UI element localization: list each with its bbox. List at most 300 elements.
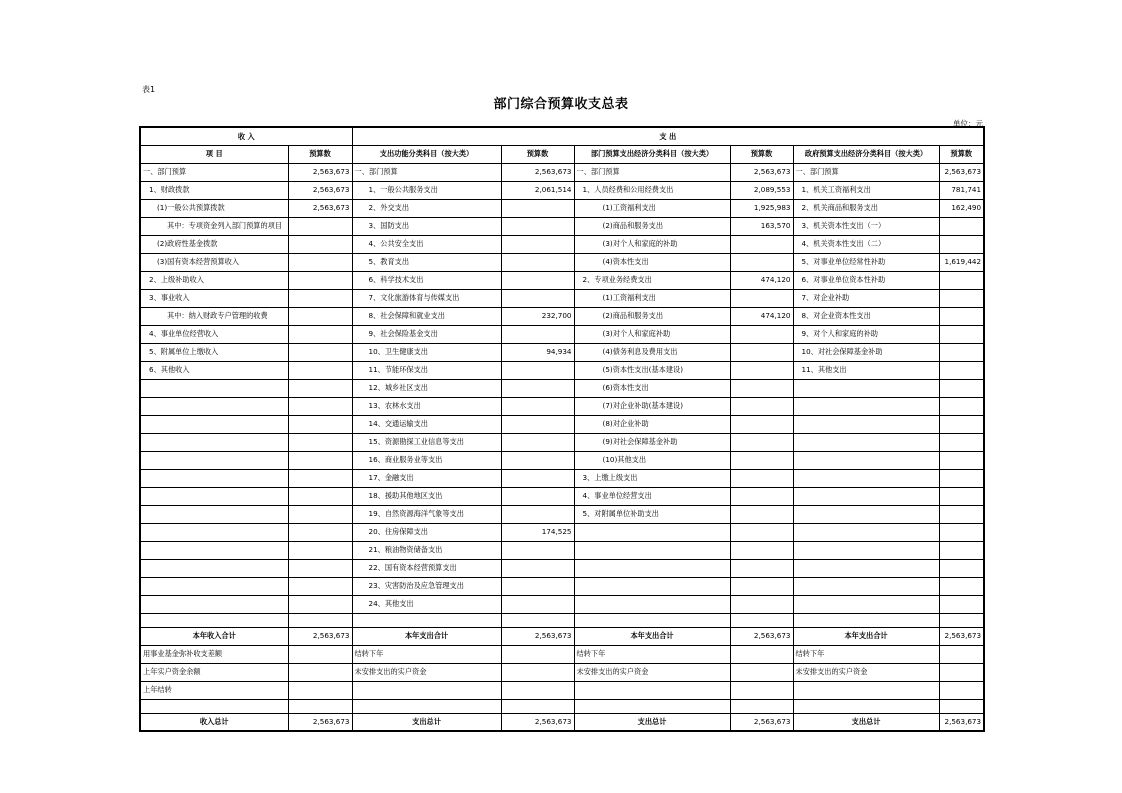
- func-class-item: 22、国有资本经营预算支出: [352, 559, 501, 577]
- page-title: 部门综合预算收支总表: [493, 97, 629, 112]
- func-class-budget: [501, 199, 574, 217]
- dept-econ-item: (3)对个人和家庭补助: [574, 325, 730, 343]
- func-class-budget: [501, 487, 574, 505]
- income-budget: [288, 451, 352, 469]
- func-class-item: 11、节能环保支出: [352, 361, 501, 379]
- gov-econ-budget: [939, 397, 984, 415]
- table-row: [140, 361, 984, 379]
- dept-econ-item: (9)对社会保障基金补助: [574, 433, 730, 451]
- table-row: [140, 541, 984, 559]
- func-class-item: 16、商业服务业等支出: [352, 451, 501, 469]
- func-class-budget: [501, 253, 574, 271]
- income-budget: [288, 379, 352, 397]
- income-total-value: 2,563,673: [288, 713, 352, 731]
- func-class-item: 8、社会保障和就业支出: [352, 307, 501, 325]
- gov-econ-budget: [939, 343, 984, 361]
- gov-econ-item: [793, 559, 939, 577]
- func-class-budget: [501, 645, 574, 663]
- table-row: [140, 469, 984, 487]
- gov-econ-budget: [939, 577, 984, 595]
- blank-cell: [352, 699, 501, 713]
- gov-econ-item: 5、对事业单位经常性补助: [793, 253, 939, 271]
- dept-total-value: 2,563,673: [730, 627, 793, 645]
- dept-econ-header: 部门预算支出经济分类科目（按大类）: [574, 145, 730, 163]
- income-item: 上年结转: [140, 681, 288, 699]
- blank-cell: [574, 699, 730, 713]
- func-total-value: 2,563,673: [501, 713, 574, 731]
- table-row: [140, 559, 984, 577]
- income-item: 上年实户资金余额: [140, 663, 288, 681]
- dept-econ-budget: [730, 469, 793, 487]
- func-class-budget: [501, 271, 574, 289]
- income-item: 其中：纳入财政专户管理的收费: [140, 307, 288, 325]
- income-budget: [288, 577, 352, 595]
- income-item: (1)一般公共预算拨款: [140, 199, 288, 217]
- dept-econ-item: 未安排支出的实户资金: [574, 663, 730, 681]
- income-item: [140, 523, 288, 541]
- gov-econ-item: 6、对事业单位资本性补助: [793, 271, 939, 289]
- gov-econ-item: 10、对社会保障基金补助: [793, 343, 939, 361]
- func-class-item: 9、社会保险基金支出: [352, 325, 501, 343]
- func-class-budget: [501, 361, 574, 379]
- blank-cell: [352, 613, 501, 627]
- gov-econ-budget: [939, 235, 984, 253]
- table-row: [140, 415, 984, 433]
- dept-econ-item: [574, 559, 730, 577]
- blank-cell: [288, 699, 352, 713]
- income-budget: [288, 415, 352, 433]
- income-item: 6、其他收入: [140, 361, 288, 379]
- income-item: 2、上级补助收入: [140, 271, 288, 289]
- table-row: [140, 271, 984, 289]
- dept-econ-budget: [730, 681, 793, 699]
- gov-econ-budget: [939, 559, 984, 577]
- func-class-item: 23、灾害防治及应急管理支出: [352, 577, 501, 595]
- dept-econ-budget: 2,563,673: [730, 163, 793, 181]
- gov-econ-item: [793, 469, 939, 487]
- income-item: [140, 379, 288, 397]
- income-item: 用事业基金弥补收支差额: [140, 645, 288, 663]
- dept-econ-item: (7)对企业补助(基本建设): [574, 397, 730, 415]
- gov-total-value: 2,563,673: [939, 713, 984, 731]
- table-number: 表1: [142, 85, 156, 94]
- blank-cell: [501, 613, 574, 627]
- income-budget: [288, 307, 352, 325]
- grand-total-row: [140, 713, 984, 731]
- income-budget: [288, 663, 352, 681]
- func-class-budget: [501, 289, 574, 307]
- gov-econ-budget: [939, 379, 984, 397]
- table-row: [140, 595, 984, 613]
- dept-econ-item: [574, 595, 730, 613]
- dept-econ-budget: 1,925,983: [730, 199, 793, 217]
- income-item: [140, 433, 288, 451]
- blank-cell: [574, 613, 730, 627]
- income-item: [140, 505, 288, 523]
- table-row: [140, 199, 984, 217]
- blank-cell: [501, 699, 574, 713]
- blank-cell: [730, 613, 793, 627]
- func-class-budget: [501, 541, 574, 559]
- income-budget: [288, 361, 352, 379]
- income-header: 收 入: [140, 127, 352, 145]
- gov-econ-budget: 162,490: [939, 199, 984, 217]
- gov-total-value: 2,563,673: [939, 627, 984, 645]
- dept-econ-budget: [730, 523, 793, 541]
- func-class-budget: [501, 505, 574, 523]
- dept-econ-budget: [730, 343, 793, 361]
- gov-econ-item: [793, 451, 939, 469]
- dept-total-label: 支出总计: [574, 713, 730, 731]
- gov-econ-budget: [939, 505, 984, 523]
- carry-row: [140, 681, 984, 699]
- dept-econ-budget: [730, 451, 793, 469]
- gov-econ-budget: [939, 289, 984, 307]
- income-budget: [288, 469, 352, 487]
- table-row: [140, 163, 984, 181]
- income-item: [140, 577, 288, 595]
- blank-row: [140, 699, 984, 713]
- gov-econ-budget: [939, 523, 984, 541]
- blank-cell: [140, 613, 288, 627]
- func-class-budget: [501, 217, 574, 235]
- table-row: [140, 253, 984, 271]
- income-budget: [288, 559, 352, 577]
- func-class-item: 15、资源勘探工业信息等支出: [352, 433, 501, 451]
- dept-econ-item: 3、上缴上级支出: [574, 469, 730, 487]
- dept-econ-budget: [730, 505, 793, 523]
- gov-econ-budget: [939, 361, 984, 379]
- dept-econ-budget: 2,089,553: [730, 181, 793, 199]
- func-class-item: 1、一般公共服务支出: [352, 181, 501, 199]
- dept-econ-budget: [730, 379, 793, 397]
- func-class-budget: [501, 325, 574, 343]
- func-class-budget: [501, 577, 574, 595]
- gov-econ-item: 8、对企业资本性支出: [793, 307, 939, 325]
- gov-econ-budget: 1,619,442: [939, 253, 984, 271]
- blank-row: [140, 613, 984, 627]
- income-item: (2)政府性基金拨款: [140, 235, 288, 253]
- expense-header: 支 出: [352, 127, 984, 145]
- func-class-item: 未安排支出的实户资金: [352, 663, 501, 681]
- income-budget: [288, 325, 352, 343]
- gov-econ-budget: [939, 325, 984, 343]
- gov-econ-budget: [939, 271, 984, 289]
- gov-econ-budget: [939, 469, 984, 487]
- gov-econ-budget: [939, 645, 984, 663]
- gov-econ-budget: [939, 487, 984, 505]
- income-budget: [288, 289, 352, 307]
- func-class-item: 3、国防支出: [352, 217, 501, 235]
- func-class-item: 18、援助其他地区支出: [352, 487, 501, 505]
- income-item: [140, 469, 288, 487]
- income-budget: [288, 235, 352, 253]
- gov-total-label: 本年支出合计: [793, 627, 939, 645]
- func-class-item: 12、城乡社区支出: [352, 379, 501, 397]
- dept-econ-budget: [730, 415, 793, 433]
- func-class-budget: [501, 235, 574, 253]
- func-class-budget: 2,061,514: [501, 181, 574, 199]
- blank-cell: [793, 699, 939, 713]
- table-row: [140, 181, 984, 199]
- table-row: [140, 379, 984, 397]
- gov-econ-header: 政府预算支出经济分类科目（按大类）: [793, 145, 939, 163]
- gov-econ-item: 一、部门预算: [793, 163, 939, 181]
- table-row: [140, 217, 984, 235]
- dept-econ-budget: 474,120: [730, 307, 793, 325]
- func-class-item: 一、部门预算: [352, 163, 501, 181]
- func-class-item: [352, 681, 501, 699]
- gov-econ-item: [793, 523, 939, 541]
- gov-econ-budget: [939, 451, 984, 469]
- gov-econ-budget: [939, 415, 984, 433]
- gov-econ-budget: 2,563,673: [939, 163, 984, 181]
- income-budget: 2,563,673: [288, 199, 352, 217]
- gov-econ-budget: [939, 433, 984, 451]
- dept-econ-budget: [730, 325, 793, 343]
- dept-econ-item: 5、对附属单位补助支出: [574, 505, 730, 523]
- dept-econ-budget: [730, 397, 793, 415]
- func-class-budget: 232,700: [501, 307, 574, 325]
- func-class-item: 结转下年: [352, 645, 501, 663]
- func-class-item: 14、交通运输支出: [352, 415, 501, 433]
- dept-econ-item: (1)工资福利支出: [574, 199, 730, 217]
- func-class-item: 4、公共安全支出: [352, 235, 501, 253]
- gov-econ-item: [793, 595, 939, 613]
- func-class-item: 5、教育支出: [352, 253, 501, 271]
- gov-econ-item: [793, 397, 939, 415]
- table-row: [140, 505, 984, 523]
- income-budget: [288, 595, 352, 613]
- func-class-budget: [501, 469, 574, 487]
- income-item: [140, 595, 288, 613]
- gov-econ-budget: [939, 595, 984, 613]
- dept-econ-item: (4)债务利息及费用支出: [574, 343, 730, 361]
- income-budget: [288, 541, 352, 559]
- income-total-label: 收入总计: [140, 713, 288, 731]
- dept-econ-budget: [730, 289, 793, 307]
- dept-total-label: 本年支出合计: [574, 627, 730, 645]
- table-row: [140, 307, 984, 325]
- dept-econ-item: (5)资本性支出(基本建设): [574, 361, 730, 379]
- income-budget: [288, 523, 352, 541]
- dept-econ-item: 4、事业单位经营支出: [574, 487, 730, 505]
- income-budget: [288, 487, 352, 505]
- table-row: [140, 325, 984, 343]
- dept-econ-item: 结转下年: [574, 645, 730, 663]
- dept-econ-budget: [730, 253, 793, 271]
- dept-econ-budget: [730, 595, 793, 613]
- header-row-2: [140, 145, 984, 163]
- income-item: 3、事业收入: [140, 289, 288, 307]
- func-class-item: 10、卫生健康支出: [352, 343, 501, 361]
- func-class-budget: [501, 451, 574, 469]
- gov-econ-item: [793, 487, 939, 505]
- func-class-item: 24、其他支出: [352, 595, 501, 613]
- gov-econ-budget: [939, 307, 984, 325]
- table-row: [140, 451, 984, 469]
- dept-econ-budget: [730, 487, 793, 505]
- func-class-budget: 2,563,673: [501, 163, 574, 181]
- func-class-item: 17、金融支出: [352, 469, 501, 487]
- gov-econ-item: 3、机关资本性支出（一）: [793, 217, 939, 235]
- gov-econ-item: [793, 379, 939, 397]
- gov-econ-item: 9、对个人和家庭的补助: [793, 325, 939, 343]
- gov-econ-item: [793, 577, 939, 595]
- dept-econ-item: [574, 541, 730, 559]
- carry-row: [140, 645, 984, 663]
- dept-econ-item: (8)对企业补助: [574, 415, 730, 433]
- blank-cell: [140, 699, 288, 713]
- dept-econ-item: (1)工资福利支出: [574, 289, 730, 307]
- income-budget: [288, 271, 352, 289]
- gov-econ-item: 7、对企业补助: [793, 289, 939, 307]
- func-class-item: 6、科学技术支出: [352, 271, 501, 289]
- budget-header: 预算数: [288, 145, 352, 163]
- dept-econ-item: (4)资本性支出: [574, 253, 730, 271]
- dept-econ-item: [574, 681, 730, 699]
- dept-econ-item: 2、专项业务经费支出: [574, 271, 730, 289]
- func-class-budget: 94,934: [501, 343, 574, 361]
- gov-econ-budget: 781,741: [939, 181, 984, 199]
- func-class-budget: [501, 681, 574, 699]
- income-budget: 2,563,673: [288, 163, 352, 181]
- income-item: 1、财政拨款: [140, 181, 288, 199]
- dept-econ-budget: [730, 645, 793, 663]
- gov-econ-budget: [939, 681, 984, 699]
- dept-econ-item: [574, 577, 730, 595]
- budget-header: 预算数: [939, 145, 984, 163]
- income-item: 一、部门预算: [140, 163, 288, 181]
- dept-econ-item: (2)商品和服务支出: [574, 217, 730, 235]
- income-total-label: 本年收入合计: [140, 627, 288, 645]
- income-item: [140, 541, 288, 559]
- func-total-label: 本年支出合计: [352, 627, 501, 645]
- carry-row: [140, 663, 984, 681]
- gov-econ-item: 未安排支出的实户资金: [793, 663, 939, 681]
- table-row: [140, 487, 984, 505]
- blank-cell: [730, 699, 793, 713]
- gov-econ-item: [793, 681, 939, 699]
- func-class-item: 21、粮油物资储备支出: [352, 541, 501, 559]
- func-class-budget: [501, 595, 574, 613]
- func-class-item: 7、文化旅游体育与传媒支出: [352, 289, 501, 307]
- gov-econ-item: [793, 433, 939, 451]
- income-budget: [288, 253, 352, 271]
- dept-econ-budget: [730, 361, 793, 379]
- unit-label: 单位：元: [953, 119, 983, 128]
- income-total-value: 2,563,673: [288, 627, 352, 645]
- table-row: [140, 289, 984, 307]
- dept-econ-budget: [730, 577, 793, 595]
- income-item: (3)国有资本经营预算收入: [140, 253, 288, 271]
- blank-cell: [288, 613, 352, 627]
- func-class-budget: [501, 379, 574, 397]
- income-item: [140, 397, 288, 415]
- income-budget: [288, 681, 352, 699]
- gov-econ-budget: [939, 541, 984, 559]
- year-total-row: [140, 627, 984, 645]
- budget-header: 预算数: [730, 145, 793, 163]
- dept-econ-budget: [730, 235, 793, 253]
- income-item: 4、事业单位经营收入: [140, 325, 288, 343]
- func-class-budget: 174,525: [501, 523, 574, 541]
- dept-econ-item: 1、人员经费和公用经费支出: [574, 181, 730, 199]
- table-row: [140, 523, 984, 541]
- gov-econ-budget: [939, 217, 984, 235]
- income-budget: [288, 397, 352, 415]
- gov-econ-item: [793, 505, 939, 523]
- table-row: [140, 235, 984, 253]
- dept-econ-budget: [730, 433, 793, 451]
- dept-econ-item: [574, 523, 730, 541]
- dept-econ-budget: [730, 541, 793, 559]
- income-item: [140, 415, 288, 433]
- func-class-header: 支出功能分类科目（按大类）: [352, 145, 501, 163]
- blank-cell: [939, 699, 984, 713]
- gov-total-label: 支出总计: [793, 713, 939, 731]
- gov-econ-item: 2、机关商品和服务支出: [793, 199, 939, 217]
- income-item: 其中：专项资金列入部门预算的项目: [140, 217, 288, 235]
- income-item: [140, 559, 288, 577]
- func-class-item: 13、农林水支出: [352, 397, 501, 415]
- income-budget: [288, 645, 352, 663]
- dept-econ-budget: 163,570: [730, 217, 793, 235]
- dept-econ-item: (2)商品和服务支出: [574, 307, 730, 325]
- budget-summary-table: [139, 126, 985, 732]
- income-budget: [288, 433, 352, 451]
- income-budget: [288, 343, 352, 361]
- income-budget: [288, 505, 352, 523]
- gov-econ-item: [793, 541, 939, 559]
- func-total-label: 支出总计: [352, 713, 501, 731]
- gov-econ-item: [793, 415, 939, 433]
- func-class-budget: [501, 397, 574, 415]
- dept-total-value: 2,563,673: [730, 713, 793, 731]
- gov-econ-budget: [939, 663, 984, 681]
- gov-econ-item: 4、机关资本性支出（二）: [793, 235, 939, 253]
- func-class-item: 20、住房保障支出: [352, 523, 501, 541]
- blank-cell: [939, 613, 984, 627]
- dept-econ-item: (6)资本性支出: [574, 379, 730, 397]
- dept-econ-budget: 474,120: [730, 271, 793, 289]
- table-row: [140, 433, 984, 451]
- dept-econ-item: 一、部门预算: [574, 163, 730, 181]
- gov-econ-item: 结转下年: [793, 645, 939, 663]
- dept-econ-item: (3)对个人和家庭的补助: [574, 235, 730, 253]
- table-row: [140, 343, 984, 361]
- func-class-budget: [501, 433, 574, 451]
- income-item: 5、附属单位上缴收入: [140, 343, 288, 361]
- income-budget: 2,563,673: [288, 181, 352, 199]
- income-budget: [288, 217, 352, 235]
- income-item: [140, 451, 288, 469]
- dept-econ-budget: [730, 559, 793, 577]
- func-class-budget: [501, 559, 574, 577]
- blank-cell: [793, 613, 939, 627]
- income-item: [140, 487, 288, 505]
- func-class-item: 19、自然资源海洋气象等支出: [352, 505, 501, 523]
- func-class-budget: [501, 663, 574, 681]
- dept-econ-budget: [730, 663, 793, 681]
- table-row: [140, 577, 984, 595]
- table-row: [140, 397, 984, 415]
- item-header: 项 目: [140, 145, 288, 163]
- dept-econ-item: (10)其他支出: [574, 451, 730, 469]
- func-class-item: 2、外交支出: [352, 199, 501, 217]
- gov-econ-item: 11、其他支出: [793, 361, 939, 379]
- budget-header: 预算数: [501, 145, 574, 163]
